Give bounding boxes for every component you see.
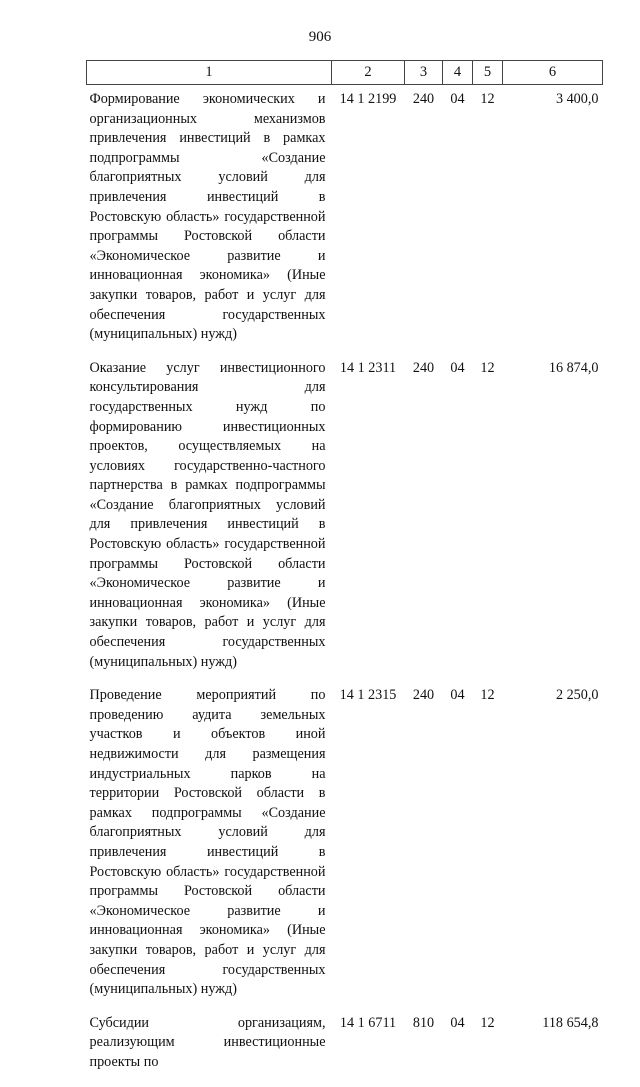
- table-header-row: [87, 61, 603, 85]
- budget-table: [86, 60, 603, 1087]
- row-section: 04: [450, 359, 465, 376]
- row-subsection: 12: [480, 687, 495, 704]
- row-amount: 118 654,8: [542, 1014, 599, 1031]
- header-col-1: 1: [87, 61, 332, 85]
- header-col-3: 3: [405, 61, 443, 85]
- header-col-4: 4: [443, 61, 473, 85]
- row-expense-type: 240: [412, 91, 435, 107]
- row-target-code: 14 1 2315: [339, 687, 397, 704]
- row-target-code: 14 1 2311: [339, 359, 397, 376]
- row-target-code: 14 1 2199: [339, 91, 397, 107]
- row-section: 04: [450, 91, 465, 107]
- header-col-2: 2: [332, 61, 405, 85]
- row-amount: 3 400,0: [555, 91, 599, 107]
- row-subsection: 12: [480, 1014, 495, 1031]
- row-subsection: 12: [480, 359, 495, 376]
- row-name: Проведение мероприятий по проведению аудита земельных участков и объектов иной недвижимости для размещения индустриальных парков на территории Ростовской области в рамках подпрограммы «Создание благоприятных условий для привлечения инвестиций в Ростовскую область» государственной программы Ростовской области «Экономическое развитие и инновационная экономика» (Иные закупки товаров, работ и услуг для обеспечения государственных (муниципальных) нужд): [89, 687, 326, 998]
- table-row: [87, 686, 603, 1014]
- row-section: 04: [450, 687, 465, 704]
- row-expense-type: 240: [412, 687, 435, 704]
- row-name: Формирование экономических и организационных механизмов привлечения инвестиций в рамках подпрограммы «Создание благоприятных условий для привлечения инвестиций в Ростовскую область» государственной программы Ростовской области «Экономическое развитие и инновационная экономика» (Иные закупки товаров, работ и услуг для обеспечения государственных (муниципальных) нужд): [89, 91, 326, 343]
- table-row: [87, 85, 603, 359]
- table-row: [87, 359, 603, 687]
- table-row: [87, 1014, 603, 1087]
- row-name: Субсидии организациям, реализующим инвестиционные проекты по: [89, 1014, 326, 1070]
- page-number: 906: [308, 29, 332, 45]
- row-amount: 16 874,0: [548, 359, 599, 376]
- row-section: 04: [450, 1014, 465, 1031]
- row-target-code: 14 1 6711: [339, 1014, 397, 1031]
- row-subsection: 12: [480, 91, 495, 107]
- header-col-6: 6: [503, 61, 603, 85]
- header-col-5: 5: [473, 61, 503, 85]
- row-amount: 2 250,0: [555, 687, 599, 704]
- row-expense-type: 810: [412, 1014, 435, 1031]
- row-expense-type: 240: [412, 359, 435, 376]
- row-name: Оказание услуг инвестиционного консультирования для государственных нужд по формированию инвестиционных проектов, осуществляемых на условиях государственно-частного партнерства в рамках подпрограммы «Создание благоприятных условий для привлечения инвестиций в Ростовскую область» государственной программы Ростовской области «Экономическое развитие и инновационная экономика» (Иные закупки товаров, работ и услуг для обеспечения государственных (муниципальных) нужд): [89, 359, 326, 670]
